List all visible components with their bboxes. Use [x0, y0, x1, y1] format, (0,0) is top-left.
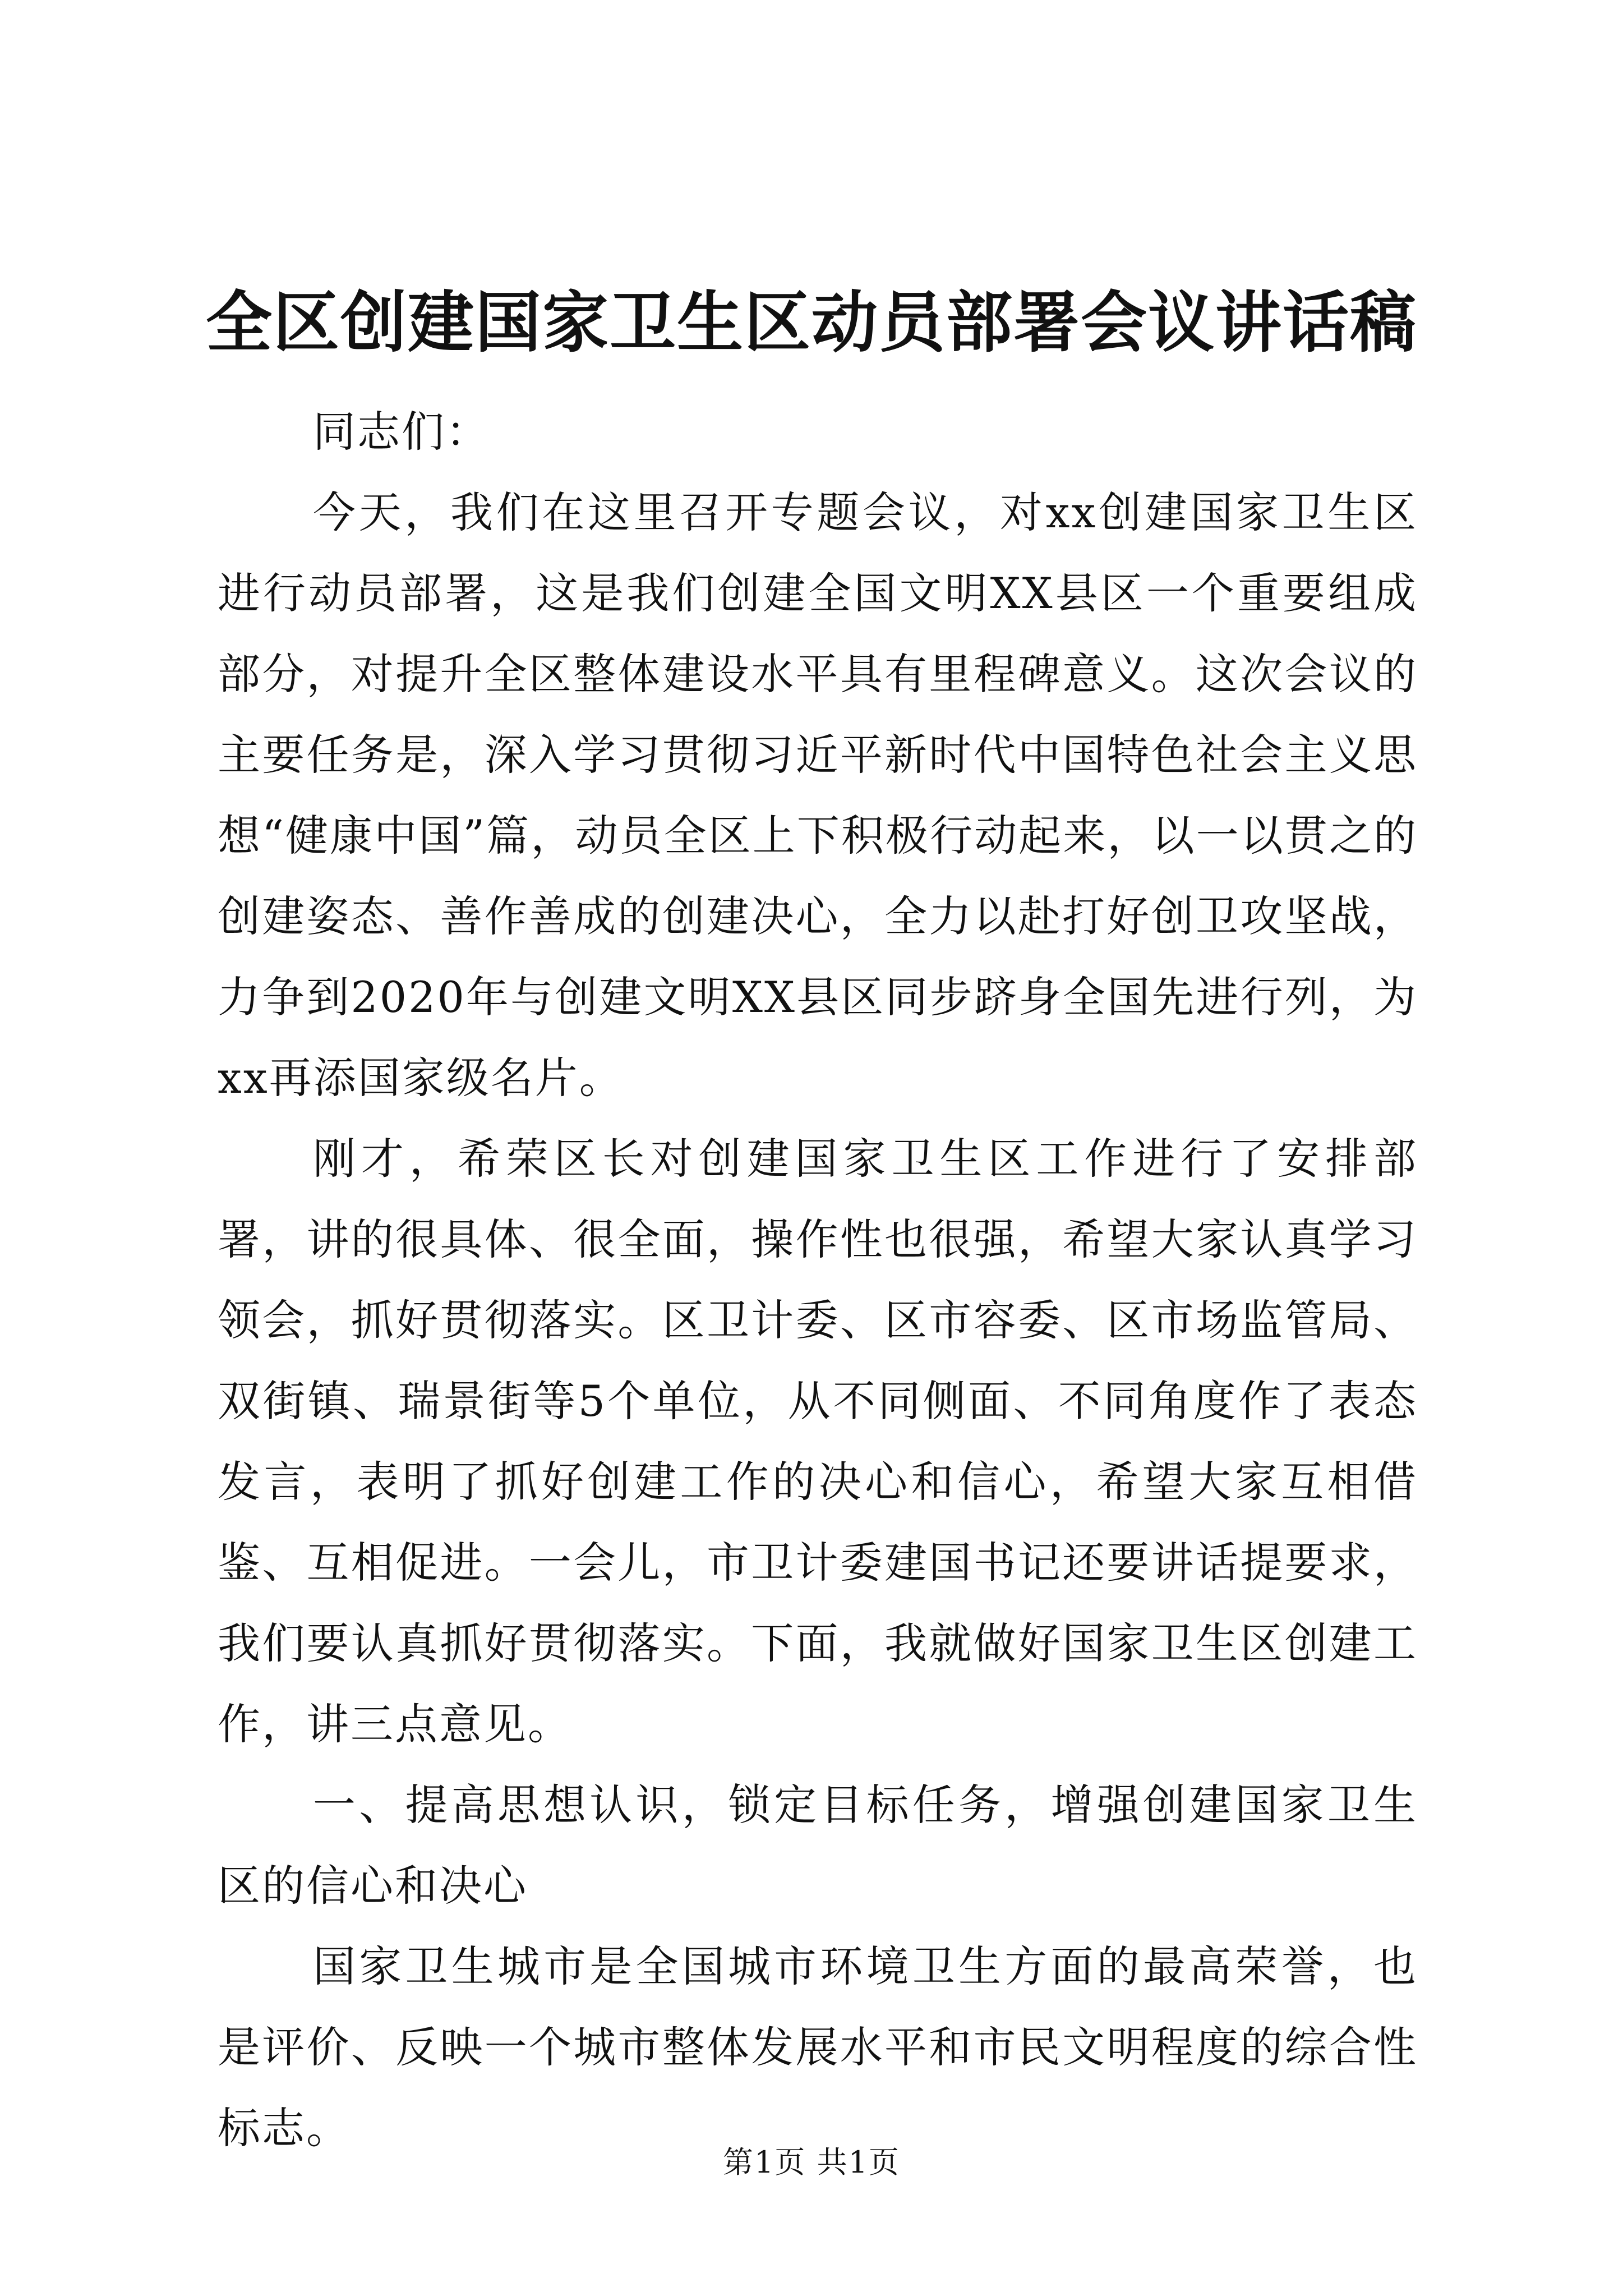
section-heading-1: 一、提高思想认识，锁定目标任务，增强创建国家卫生区的信心和决心 [218, 1780, 1418, 1911]
paragraph-review: 刚才，希荣区长对创建国家卫生区工作进行了安排部署，讲的很具体、很全面，操作性也很强，希望大家认真学习领会，抓好贯彻落实。区卫计委、区市容委、区市场监管局、双街镇、瑞景街等5个单位，从不同侧面、不同角度作了表态发言，表明了抓好创建工作的决心和信心，希望大家互相借鉴、互相促进。一会儿，市卫计委建国书记还要讲话提要求，我们要认真抓好贯彻落实。下面，我就做好国家卫生区创建工作，讲三点意见。 [218, 1134, 1418, 1749]
page-number-footer: 第1页 共1页 [723, 2145, 900, 2180]
document-body [218, 392, 1418, 2169]
document-title: 全区创建国家卫生区动员部署会议讲话稿 [205, 283, 1417, 361]
paragraph-section-1: 国家卫生城市是全国城市环境卫生方面的最高荣誉，也是评价、反映一个城市整体发展水平和市民文明程度的综合性标志。 [218, 1941, 1418, 2153]
paragraph-opening: 今天，我们在这里召开专题会议，对xx创建国家卫生区进行动员部署，这是我们创建全国文明XX县区一个重要组成部分，对提升全区整体建设水平具有里程碑意义。这次会议的主要任务是，深入学习贯彻习近平新时代中国特色社会主义思想“健康中国”篇，动员全区上下积极行动起来，以一以贯之的创建姿态、善作善成的创建决心，全力以赴打好创卫攻坚战，力争到2020年与创建文明XX县区同步跻身全国先进行列，为xx再添国家级名片。 [218, 487, 1418, 1103]
paragraph-salutation: 同志们： [313, 407, 490, 457]
